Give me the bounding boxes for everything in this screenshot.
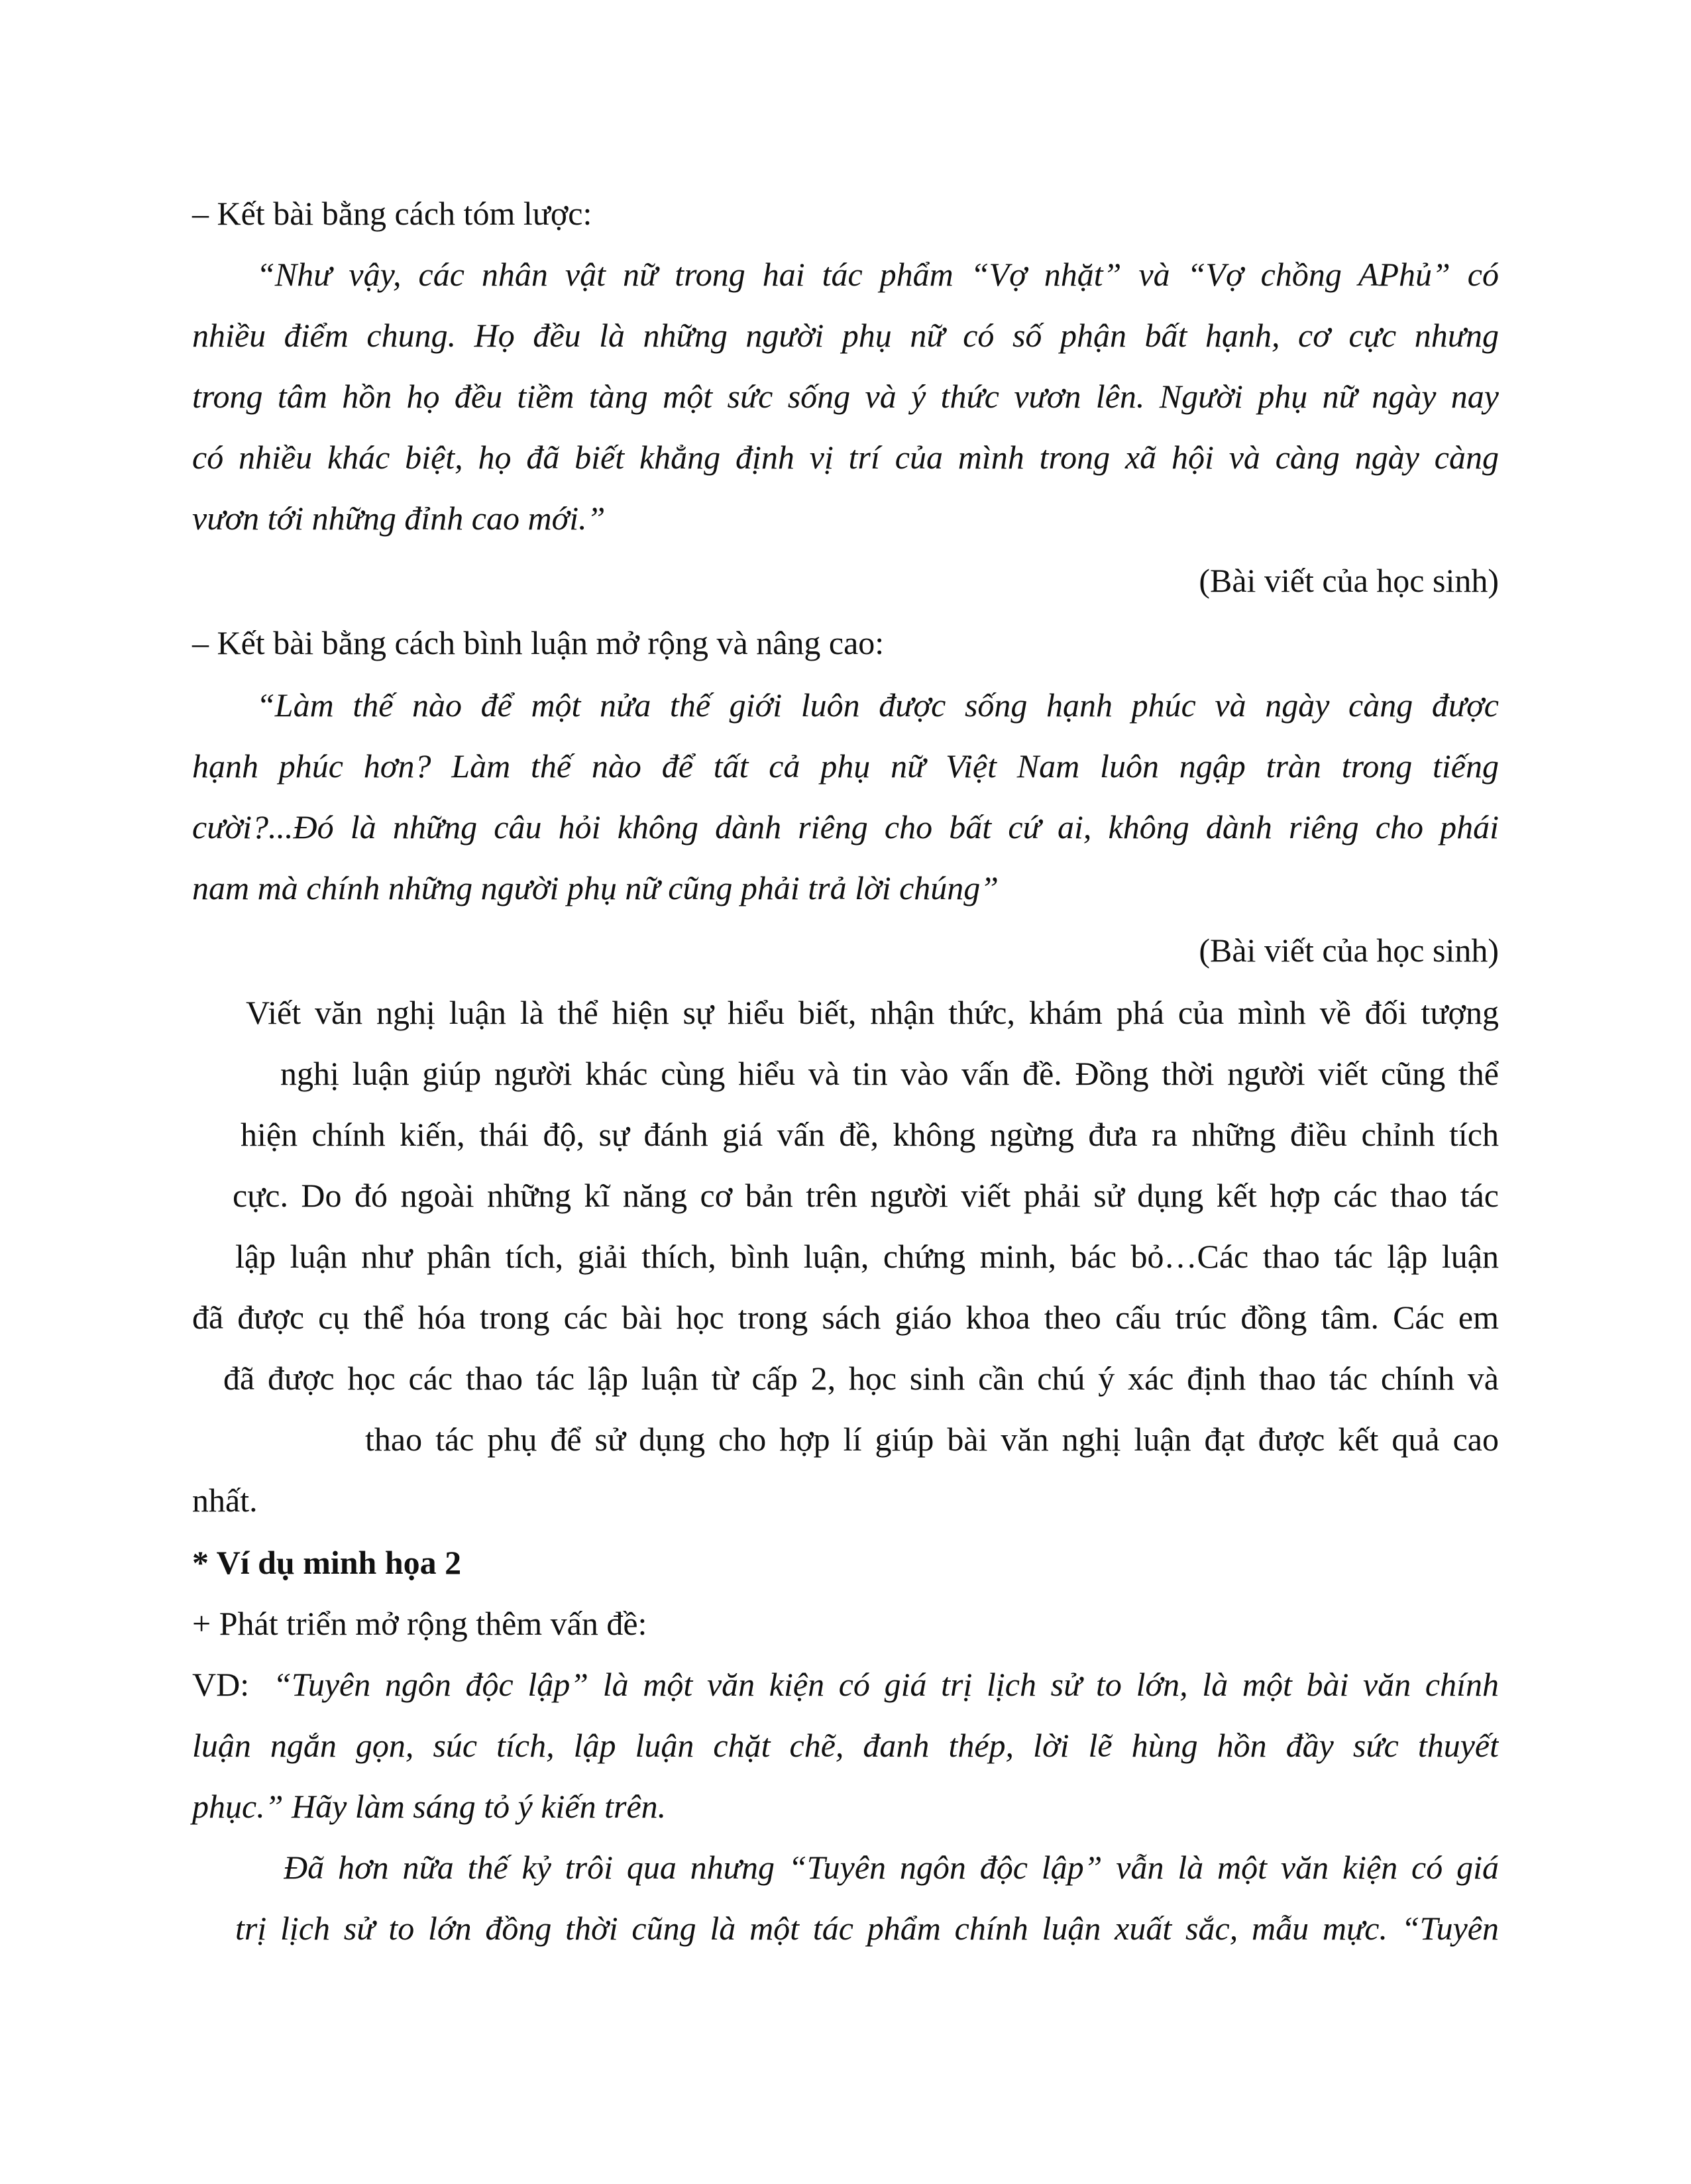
citation: (Bài viết của học sinh)	[1199, 932, 1499, 969]
quote-line: “Như vậy, các nhân vật nữ trong hai tác phẩm “Vợ nhặt” và “Vợ chồng APhủ” có	[256, 256, 1499, 293]
quote-line: cười?...Đó là những câu hỏi không dành riêng cho bất cứ ai, không dành riêng cho phái	[192, 808, 1499, 846]
body-line: đã được học các thao tác lập luận từ cấp 2, học sinh cần chú ý xác định thao tác chính và	[223, 1360, 1499, 1397]
example-line: “Tuyên ngôn độc lập” là một văn kiện có giá trị lịch sử to lớn, là một bài văn chính	[273, 1666, 1499, 1703]
example-line: luận ngắn gọn, súc tích, lập luận chặt chẽ, đanh thép, lời lẽ hùng hồn đầy sức thuyết	[192, 1727, 1499, 1764]
heading-ket-bai-binh-luan: – Kết bài bằng cách bình luận mở rộng và nâng cao:	[192, 624, 885, 661]
example-line: phục.” Hãy làm sáng tỏ ý kiến trên.	[192, 1788, 667, 1825]
subheading-phat-trien: + Phát triển mở rộng thêm vấn đề:	[192, 1605, 647, 1642]
essay-line: trị lịch sử to lớn đồng thời cũng là một tác phẩm chính luận xuất sắc, mẫu mực. “Tuyên	[235, 1910, 1499, 1947]
body-line: hiện chính kiến, thái độ, sự đánh giá vấn đề, không ngừng đưa ra những điều chỉnh tích	[241, 1116, 1499, 1153]
section-heading-vi-du-2: * Ví dụ minh họa 2	[192, 1544, 462, 1581]
heading-ket-bai-tom-luoc: – Kết bài bằng cách tóm lược:	[192, 195, 592, 232]
quote-line: có nhiều khác biệt, họ đã biết khẳng định vị trí của mình trong xã hội và càng ngày càng	[192, 439, 1499, 476]
quote-line: trong tâm hồn họ đều tiềm tàng một sức sống và ý thức vươn lên. Người phụ nữ ngày nay	[192, 378, 1499, 415]
body-line: nghị luận giúp người khác cùng hiểu và tin vào vấn đề. Đồng thời người viết cũng thể	[280, 1055, 1499, 1092]
body-line: cực. Do đó ngoài những kĩ năng cơ bản trên người viết phải sử dụng kết hợp các thao tác	[233, 1177, 1499, 1214]
quote-line: hạnh phúc hơn? Làm thế nào để tất cả phụ nữ Việt Nam luôn ngập tràn trong tiếng	[192, 747, 1499, 785]
body-line: Viết văn nghị luận là thể hiện sự hiểu biết, nhận thức, khám phá của mình về đối tượng	[246, 994, 1499, 1031]
body-line: đã được cụ thể hóa trong các bài học trong sách giáo khoa theo cấu trúc đồng tâm. Các em	[192, 1299, 1499, 1336]
essay-line: Đã hơn nữa thế kỷ trôi qua nhưng “Tuyên ngôn độc lập” vẫn là một văn kiện có giá	[284, 1849, 1499, 1886]
citation: (Bài viết của học sinh)	[1199, 562, 1499, 599]
quote-line: nam mà chính những người phụ nữ cũng phải trả lời chúng”	[192, 869, 999, 906]
body-line: thao tác phụ để sử dụng cho hợp lí giúp bài văn nghị luận đạt được kết quả cao	[365, 1421, 1499, 1458]
example-label: VD:	[192, 1666, 250, 1703]
quote-line: “Làm thế nào để một nửa thế giới luôn được sống hạnh phúc và ngày càng được	[256, 686, 1499, 724]
quote-line: vươn tới những đỉnh cao mới.”	[192, 500, 606, 537]
body-line: nhất.	[192, 1482, 258, 1519]
quote-line: nhiều điểm chung. Họ đều là những người phụ nữ có số phận bất hạnh, cơ cực nhưng	[192, 317, 1499, 354]
body-line: lập luận như phân tích, giải thích, bình luận, chứng minh, bác bỏ…Các thao tác lập luận	[235, 1238, 1499, 1275]
